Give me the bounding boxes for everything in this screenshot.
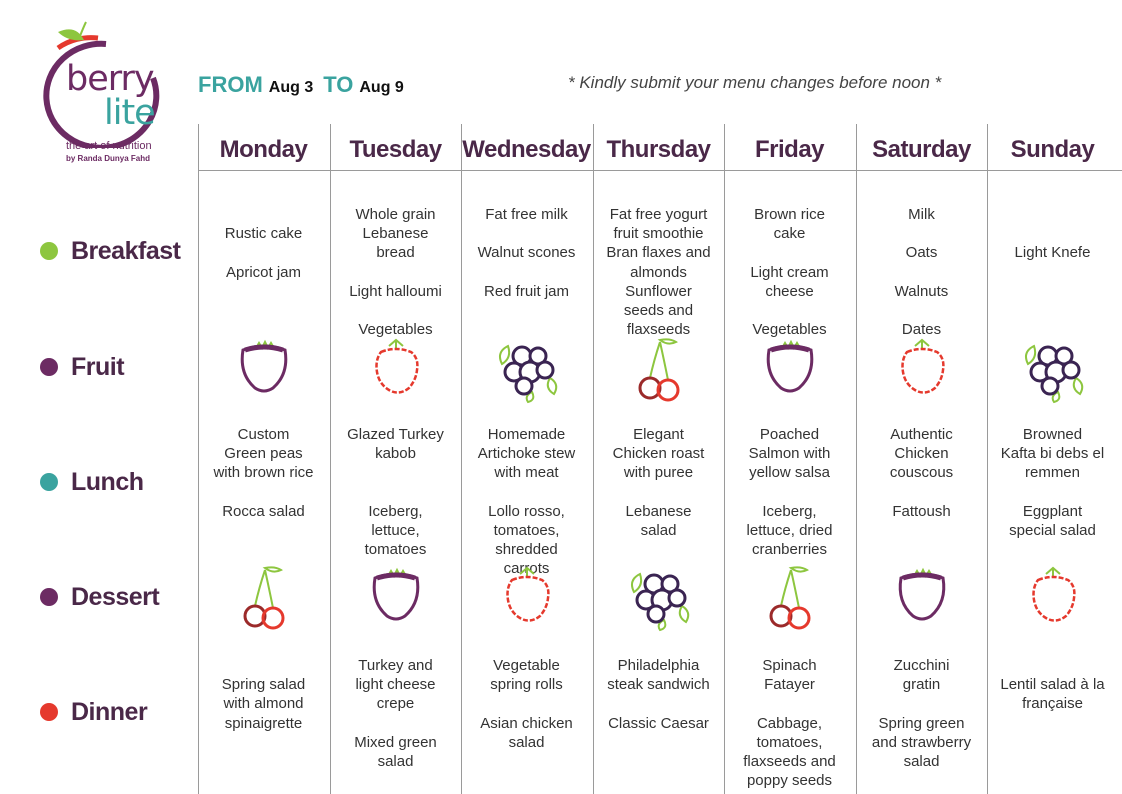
day-header-tuesday: Tuesday <box>349 136 442 163</box>
lunch-cell-monday <box>198 425 329 521</box>
from-date: Aug 3 <box>268 79 314 96</box>
lunch-item: with puree <box>623 464 694 482</box>
lunch-item: Kafta bi debs el <box>1000 445 1105 463</box>
breakfast-item: Fat free milk <box>485 206 568 223</box>
raspberry-icon <box>361 334 431 404</box>
dinner-cell-thursday <box>593 656 724 733</box>
lunch-item: remmen <box>1024 464 1080 482</box>
meal-dot-icon <box>40 358 58 376</box>
lunch-item: Iceberg, <box>762 502 817 520</box>
lunch-cell-thursday <box>593 425 724 540</box>
lunch-item: Custom <box>237 426 290 443</box>
breakfast-item: Light Knefe <box>1014 244 1091 262</box>
dinner-item: Vegetable <box>493 657 560 674</box>
lunch-item: Artichoke stew <box>477 445 576 463</box>
lunch-cell-saturday <box>856 425 987 521</box>
lunch-item: couscous <box>889 464 954 482</box>
dinner-item: Philadelphia <box>617 657 700 674</box>
breakfast-item: Lebanese <box>362 225 429 243</box>
breakfast-item: Light halloumi <box>349 282 442 300</box>
dinner-item: Zucchini <box>893 657 950 674</box>
breakfast-item: Dates <box>901 321 942 339</box>
dinner-item: Mixed green <box>354 733 437 751</box>
meal-label: Breakfast <box>71 236 181 265</box>
lunch-item: Lollo rosso, <box>488 502 565 520</box>
lunch-item: lettuce, dried <box>746 522 833 539</box>
breakfast-item: Walnuts <box>894 282 949 300</box>
breakfast-item: Vegetables <box>752 321 827 339</box>
day-header-sunday: Sunday <box>1010 136 1095 163</box>
lunch-item: Lebanese <box>625 502 692 520</box>
dinner-item: salad <box>377 753 414 770</box>
lunch-cell-sunday <box>987 425 1118 540</box>
dinner-item: française <box>1022 695 1083 713</box>
dinner-item: salad <box>508 733 545 751</box>
breakfast-item: Fat free yogurt <box>609 206 708 223</box>
dinner-cell-tuesday <box>330 656 461 771</box>
lunch-item: special salad <box>1009 522 1096 539</box>
lunch-item: with brown rice <box>213 464 314 482</box>
breakfast-item: Walnut scones <box>477 244 576 262</box>
logo-tagline: the art of nutrition <box>66 140 152 152</box>
lunch-cell-wednesday <box>461 425 592 579</box>
breakfast-cell-friday <box>724 205 855 339</box>
day-header-wednesday: Wednesday <box>462 136 591 163</box>
meal-dot-icon <box>40 242 58 260</box>
meal-label: Fruit <box>71 352 125 381</box>
breakfast-item: Whole grain <box>355 206 436 223</box>
lunch-cell-friday <box>724 425 855 559</box>
dinner-item: flaxseeds and <box>743 753 836 770</box>
dinner-cell-friday <box>724 656 855 790</box>
meal-row-label-fruit <box>40 352 124 382</box>
dinner-cell-wednesday <box>461 656 592 752</box>
lunch-item: Iceberg, <box>368 502 423 520</box>
day-header-saturday: Saturday <box>872 136 971 163</box>
lunch-item: shredded <box>495 541 558 559</box>
day-header-friday: Friday <box>754 136 825 163</box>
lunch-item: Salmon with <box>748 445 831 463</box>
plum-icon <box>229 334 299 404</box>
from-label: FROM <box>198 72 263 97</box>
meal-dot-icon <box>40 703 58 721</box>
breakfast-item: Oats <box>905 244 938 262</box>
lunch-cell-tuesday <box>330 425 461 559</box>
cherries-icon <box>624 334 694 404</box>
lunch-item: Elegant <box>633 426 684 443</box>
lunch-item: with meat <box>494 464 559 482</box>
lunch-item: tomatoes, <box>493 522 560 539</box>
blueberries-icon <box>492 334 562 404</box>
meal-label: Lunch <box>71 467 144 496</box>
day-header-monday: Monday <box>219 136 308 163</box>
breakfast-item: Brown rice <box>754 206 825 223</box>
lunch-item: lettuce, <box>371 521 420 539</box>
breakfast-item: cake <box>773 225 806 243</box>
raspberry-icon <box>1018 562 1088 632</box>
lunch-item: cranberries <box>751 541 828 559</box>
breakfast-cell-wednesday <box>461 205 592 301</box>
header-divider <box>198 170 1122 171</box>
lunch-item: Eggplant <box>1022 502 1083 520</box>
lunch-item: carrots <box>503 560 550 578</box>
dinner-item: Cabbage, <box>756 714 823 732</box>
lunch-item: Glazed Turkey <box>347 426 444 443</box>
cherries-icon <box>755 562 825 632</box>
breakfast-cell-tuesday <box>330 205 461 339</box>
lunch-item: yellow salsa <box>749 464 830 482</box>
submission-note: * Kindly submit your menu changes before noon * <box>568 73 942 92</box>
meal-row-label-dinner <box>40 697 147 727</box>
breakfast-item: Apricot jam <box>225 263 302 281</box>
day-header-thursday: Thursday <box>606 136 711 163</box>
date-range <box>198 72 414 102</box>
lunch-item: Rocca salad <box>222 502 305 520</box>
dinner-item: with almond <box>223 695 304 713</box>
dinner-item: Asian chicken <box>480 714 573 732</box>
dinner-item: and strawberry <box>871 733 972 751</box>
plum-icon <box>361 562 431 632</box>
lunch-item: kabob <box>375 445 416 463</box>
to-label: TO <box>323 72 354 97</box>
dinner-item: Spring green <box>878 714 965 732</box>
blueberries-icon <box>1018 334 1088 404</box>
lunch-item: Green peas <box>224 445 303 463</box>
breakfast-item: Sunflower <box>625 282 692 300</box>
dinner-cell-sunday <box>987 656 1118 714</box>
dinner-item: poppy seeds <box>746 772 833 790</box>
dinner-item: Lentil salad à la <box>1000 676 1105 694</box>
lunch-item: Browned <box>1022 426 1083 443</box>
berry-lite-logo <box>28 18 168 168</box>
breakfast-item: almonds <box>630 263 687 281</box>
breakfast-item: Bran flaxes and <box>606 244 711 262</box>
lunch-item: Authentic <box>890 426 953 443</box>
breakfast-cell-thursday <box>593 205 724 339</box>
breakfast-item: Light cream <box>750 263 829 281</box>
breakfast-item: flaxseeds <box>626 321 691 339</box>
dinner-item: salad <box>903 753 940 770</box>
meal-label: Dinner <box>71 697 148 726</box>
breakfast-cell-monday <box>198 205 329 282</box>
lunch-item: tomatoes <box>364 541 427 559</box>
breakfast-item: Vegetables <box>358 321 433 339</box>
breakfast-cell-saturday <box>856 205 987 339</box>
raspberry-icon <box>887 334 957 404</box>
dinner-item: light cheese <box>355 676 436 694</box>
dinner-item: Spring salad <box>221 676 306 694</box>
meal-dot-icon <box>40 473 58 491</box>
meal-row-label-lunch <box>40 467 144 497</box>
raspberry-icon <box>492 562 562 632</box>
breakfast-item: Rustic cake <box>224 225 303 243</box>
breakfast-item: Red fruit jam <box>483 282 570 300</box>
plum-icon <box>755 334 825 404</box>
meal-row-label-breakfast <box>40 236 180 266</box>
dinner-item: Turkey and <box>358 657 433 674</box>
logo-word-berry: berry <box>66 59 154 99</box>
lunch-item: salad <box>640 522 677 539</box>
breakfast-cell-sunday <box>987 205 1118 263</box>
blueberries-icon <box>624 562 694 632</box>
meal-dot-icon <box>40 588 58 606</box>
lunch-item: Poached <box>759 426 820 443</box>
logo-byline: by Randa Dunya Fahd <box>66 154 151 163</box>
lunch-item: Chicken <box>894 445 949 463</box>
lunch-item: Chicken roast <box>612 445 705 463</box>
dinner-cell-monday <box>198 656 329 733</box>
dinner-item: tomatoes, <box>756 733 823 751</box>
cherries-icon <box>229 562 299 632</box>
dinner-item: gratin <box>902 676 941 694</box>
breakfast-item: bread <box>376 244 415 262</box>
dinner-item: steak sandwich <box>607 676 710 694</box>
logo-word-lite: lite <box>104 93 155 133</box>
lunch-item: Fattoush <box>892 502 951 520</box>
breakfast-item: Milk <box>908 206 935 223</box>
meal-row-label-dessert <box>40 582 159 612</box>
breakfast-item: cheese <box>765 282 814 300</box>
dinner-item: spinaigrette <box>224 714 303 732</box>
breakfast-item: seeds and <box>623 302 694 320</box>
dinner-item: Classic Caesar <box>608 714 709 732</box>
dinner-cell-saturday <box>856 656 987 771</box>
lunch-item: Homemade <box>487 426 566 443</box>
breakfast-item: fruit smoothie <box>613 225 704 243</box>
dinner-item: Fatayer <box>764 676 815 694</box>
dinner-item: crepe <box>376 695 415 713</box>
plum-icon <box>887 562 957 632</box>
dinner-item: Spinach <box>762 657 817 674</box>
meal-label: Dessert <box>71 582 160 611</box>
dinner-item: spring rolls <box>490 676 563 694</box>
to-date: Aug 9 <box>359 79 404 96</box>
